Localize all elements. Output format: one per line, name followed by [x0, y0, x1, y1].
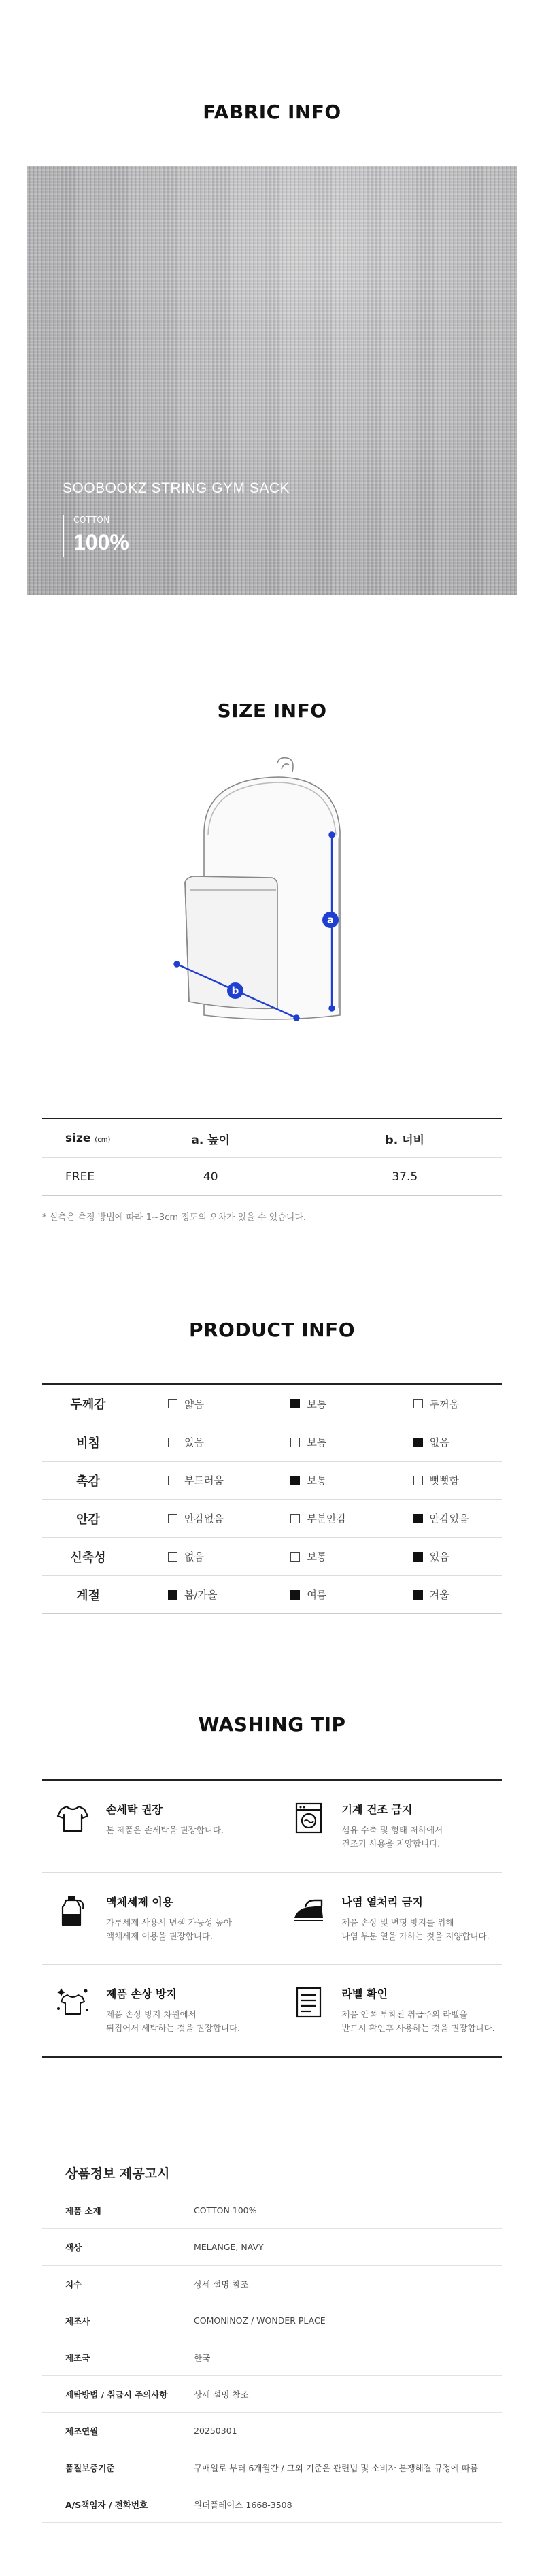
size-table — [42, 1118, 502, 1196]
wash-item-title: 제품 손상 방지 — [106, 1987, 177, 2000]
width-cell: 37.5 — [392, 1170, 418, 1184]
table-row — [42, 1423, 502, 1461]
wash-item-title: 라벨 확인 — [341, 1987, 388, 2000]
height-cell: 40 — [203, 1170, 218, 1184]
size-col-header: size (cm) — [65, 1132, 111, 1145]
pi-option — [379, 1587, 502, 1602]
unchecked-box-icon — [168, 1514, 177, 1523]
label-icon — [292, 1985, 326, 2019]
wash-item — [42, 1873, 267, 1964]
pi-option-label: 보통 — [307, 1474, 327, 1487]
fabric-image — [27, 166, 517, 595]
pi-option-label: 얇음 — [184, 1398, 204, 1410]
checked-box-icon — [168, 1590, 177, 1600]
wash-item — [42, 1965, 267, 2056]
pi-option — [134, 1549, 256, 1564]
notice-key: 제품 소재 — [65, 2205, 101, 2216]
marker-a-label: a — [326, 914, 335, 926]
height-col-header: a. 높이 — [191, 1133, 231, 1147]
checked-box-icon — [413, 1438, 423, 1447]
pi-option — [379, 1473, 502, 1487]
notice-value: 원더플레이스 1668-3508 — [194, 2499, 292, 2510]
pi-option-label: 있음 — [184, 1436, 204, 1449]
notice-value: 상세 설명 참조 — [194, 2279, 249, 2290]
notice-key: 세탁방법 / 취급시 주의사항 — [65, 2389, 168, 2400]
wash-item-desc: 제품 손상 및 변형 방지를 위해 나염 부분 열을 가하는 것을 지양합니다. — [341, 1917, 490, 1941]
unchecked-box-icon — [290, 1514, 300, 1523]
unchecked-box-icon — [413, 1399, 423, 1408]
pi-option-label: 부분안감 — [307, 1513, 347, 1525]
pi-option-label: 있음 — [429, 1551, 449, 1563]
unchecked-box-icon — [413, 1476, 423, 1485]
table-row — [42, 2413, 502, 2449]
wash-item-desc: 가루세제 사용시 변색 가능성 높아 액체세제 이용을 권장합니다. — [106, 1917, 232, 1941]
notice-key: 제조사 — [65, 2315, 90, 2326]
pi-option-label: 보통 — [307, 1398, 327, 1410]
notice-value: COMONINOZ / WONDER PLACE — [194, 2315, 326, 2326]
fabric-divider — [63, 515, 64, 557]
pi-label: 비침 — [76, 1436, 100, 1451]
wash-item — [267, 1781, 503, 1872]
wash-item — [42, 1781, 267, 1872]
detergent-icon — [56, 1894, 90, 1928]
pi-option — [379, 1397, 502, 1411]
table-row — [42, 1157, 502, 1195]
notice-key: 제조연월 — [65, 2426, 99, 2437]
size-cell: FREE — [65, 1170, 95, 1184]
table-row — [42, 2266, 502, 2302]
pi-option — [134, 1511, 256, 1525]
unchecked-box-icon — [168, 1438, 177, 1447]
size-table-header — [42, 1119, 502, 1157]
notice-value: 구매일로 부터 6개월간 / 그외 기준은 관련법 및 소비자 분쟁해결 규정에 따름 — [194, 2462, 479, 2473]
pi-label: 안감 — [76, 1512, 100, 1527]
pi-option-label: 보통 — [307, 1436, 327, 1449]
wash-item-title: 기계 건조 금지 — [341, 1803, 413, 1816]
table-row — [42, 1537, 502, 1575]
size-info-title: SIZE INFO — [217, 699, 327, 722]
wash-item-desc: 본 제품은 손세탁을 권장합니다. — [106, 1825, 224, 1835]
pi-option — [256, 1473, 379, 1487]
washing-tip-title: WASHING TIP — [198, 1713, 346, 1736]
marker-b-label: b — [231, 985, 239, 997]
table-row — [42, 1499, 502, 1537]
pi-option — [134, 1397, 256, 1411]
notice-key: 색상 — [65, 2242, 82, 2253]
unchecked-box-icon — [168, 1399, 177, 1408]
pi-option — [379, 1549, 502, 1564]
fabric-material: COTTON — [73, 515, 110, 525]
pi-option — [134, 1435, 256, 1449]
wash-item-desc: 섬유 수축 및 형태 저하에서 건조기 사용을 지양합니다. — [341, 1825, 443, 1849]
pi-option — [379, 1435, 502, 1449]
wash-item-title: 손세탁 권장 — [106, 1803, 163, 1816]
wash-item — [267, 1965, 503, 2056]
wash-item-title: 나염 열처리 금지 — [341, 1896, 423, 1909]
notice-key: 제조국 — [65, 2352, 90, 2363]
wash-item-desc: 제품 안쪽 부착된 취급주의 라벨을 반드시 확인후 사용하는 것을 권장합니다. — [341, 2009, 495, 2033]
notice-value: MELANGE, NAVY — [194, 2242, 264, 2252]
pi-option — [256, 1397, 379, 1411]
notice-title: 상품정보 제공고시 — [42, 2164, 502, 2192]
pi-option-label: 부드러움 — [184, 1474, 224, 1487]
backpack-diagram — [170, 757, 374, 1029]
fabric-info-title: FABRIC INFO — [203, 101, 341, 123]
notice-value: COTTON 100% — [194, 2205, 257, 2215]
pi-option-label: 두꺼움 — [429, 1398, 460, 1410]
washing-tip-grid — [42, 1779, 502, 2058]
checked-box-icon — [413, 1590, 423, 1600]
notice-key: 치수 — [65, 2279, 82, 2290]
sparkle-shirt-icon — [56, 1985, 90, 2019]
wash-item-title: 액체세제 이용 — [106, 1896, 173, 1909]
checked-box-icon — [290, 1590, 300, 1600]
checked-box-icon — [290, 1476, 300, 1485]
pi-option-label: 안감있음 — [429, 1513, 469, 1525]
unchecked-box-icon — [168, 1476, 177, 1485]
table-row — [42, 2486, 502, 2523]
unchecked-box-icon — [290, 1552, 300, 1562]
unchecked-box-icon — [290, 1438, 300, 1447]
checked-box-icon — [413, 1514, 423, 1523]
notice-value: 상세 설명 참조 — [194, 2389, 249, 2400]
table-row — [42, 2449, 502, 2486]
pi-option — [256, 1511, 379, 1525]
pi-label: 두께감 — [70, 1398, 106, 1412]
iron-icon — [292, 1894, 326, 1928]
table-row — [42, 2376, 502, 2413]
pi-option — [379, 1511, 502, 1525]
pi-option — [256, 1587, 379, 1602]
width-col-header: b. 너비 — [385, 1133, 424, 1147]
pi-option-label: 안감없음 — [184, 1513, 224, 1525]
product-notice — [42, 2164, 502, 2523]
tshirt-icon — [56, 1801, 90, 1835]
table-row — [42, 1461, 502, 1499]
pi-option-label: 겨울 — [429, 1589, 449, 1601]
table-row — [42, 1575, 502, 1613]
checked-box-icon — [290, 1399, 300, 1408]
notice-key: A/S책임자 / 전화번호 — [65, 2499, 148, 2510]
pi-option-label: 없음 — [184, 1551, 204, 1563]
unchecked-box-icon — [168, 1552, 177, 1562]
table-row — [42, 2192, 502, 2229]
pi-label: 신축성 — [70, 1550, 106, 1565]
pi-option-label: 여름 — [307, 1589, 327, 1601]
pi-option — [134, 1587, 256, 1602]
table-row — [42, 2339, 502, 2376]
fabric-product-name: SOOBOOKZ STRING GYM SACK — [63, 480, 290, 496]
notice-value: 한국 — [194, 2352, 211, 2363]
pi-option — [256, 1435, 379, 1449]
fabric-percent: 100% — [73, 530, 129, 555]
pi-option — [134, 1473, 256, 1487]
washing-machine-icon — [292, 1801, 326, 1835]
pi-option-label: 뻣뻣함 — [429, 1474, 460, 1487]
product-info-title: PRODUCT INFO — [188, 1319, 356, 1341]
pi-option-label: 없음 — [429, 1436, 449, 1449]
wash-item — [267, 1873, 503, 1964]
pi-option-label: 보통 — [307, 1551, 327, 1563]
pi-label: 계절 — [76, 1588, 100, 1603]
pi-label: 촉감 — [76, 1474, 100, 1489]
table-row — [42, 2229, 502, 2266]
notice-value: 20250301 — [194, 2426, 237, 2436]
wash-item-desc: 제품 손상 방지 차원에서 뒤집어서 세탁하는 것을 권장합니다. — [106, 2009, 241, 2033]
pi-option-label: 봄/가을 — [184, 1589, 218, 1601]
product-info-table — [42, 1383, 502, 1614]
checked-box-icon — [413, 1552, 423, 1562]
size-note: * 실측은 측정 방법에 따라 1~3cm 정도의 오차가 있을 수 있습니다. — [42, 1212, 307, 1223]
table-row — [42, 2302, 502, 2339]
pi-option — [256, 1549, 379, 1564]
notice-key: 품질보증기준 — [65, 2462, 115, 2473]
table-row — [42, 1385, 502, 1423]
